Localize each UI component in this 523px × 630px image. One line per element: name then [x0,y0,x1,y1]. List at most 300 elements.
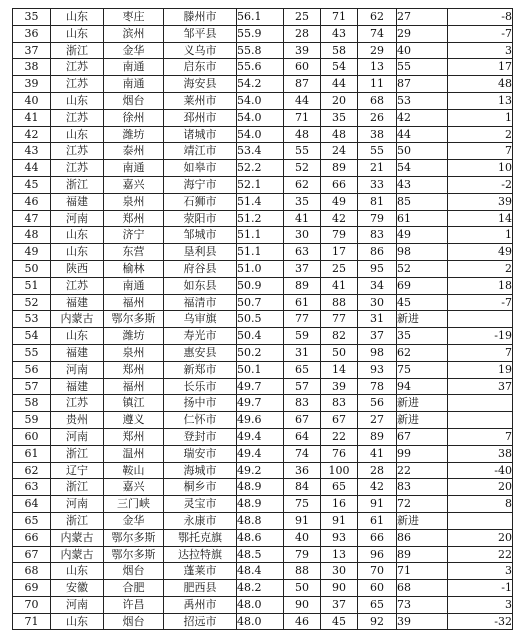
city-cell: 嘉兴 [104,176,164,193]
indicator3-cell: 89 [358,428,397,445]
prev-rank-cell: 62 [397,344,448,361]
prev-rank-cell: 53 [397,92,448,109]
rank-cell: 42 [13,126,51,143]
indicator3-cell: 26 [358,109,397,126]
rank-cell: 65 [13,512,51,529]
city-cell: 滨州 [104,25,164,42]
change-cell: 2 [448,126,513,143]
rank-cell: 44 [13,160,51,177]
province-cell: 江苏 [51,160,104,177]
score-cell: 55.8 [237,42,284,59]
province-cell: 江苏 [51,109,104,126]
table-row [13,546,513,563]
county-cell: 海安县 [164,76,237,93]
indicator2-cell: 79 [321,227,358,244]
table-row [13,445,513,462]
rank-cell: 38 [13,59,51,76]
indicator3-cell: 92 [358,613,397,630]
city-cell: 南通 [104,76,164,93]
change-cell: 38 [448,445,513,462]
province-cell: 江苏 [51,76,104,93]
indicator3-cell: 65 [358,596,397,613]
prev-rank-cell: 94 [397,378,448,395]
county-cell: 永康市 [164,512,237,529]
indicator3-cell: 30 [358,294,397,311]
prev-rank-cell: 40 [397,42,448,59]
change-cell: -19 [448,328,513,345]
change-cell: -40 [448,462,513,479]
indicator2-cell: 82 [321,328,358,345]
province-cell: 山东 [51,227,104,244]
city-cell: 烟台 [104,563,164,580]
indicator1-cell: 44 [284,92,321,109]
province-cell: 山东 [51,9,104,26]
change-cell: 22 [448,546,513,563]
table-row [13,109,513,126]
score-cell: 48.5 [237,546,284,563]
table-row [13,462,513,479]
county-cell: 桐乡市 [164,479,237,496]
county-cell: 邹城市 [164,227,237,244]
score-cell: 51.1 [237,227,284,244]
change-cell: 7 [448,344,513,361]
province-cell: 山东 [51,244,104,261]
city-cell: 南通 [104,160,164,177]
indicator2-cell: 44 [321,76,358,93]
table-row [13,563,513,580]
indicator2-cell: 88 [321,294,358,311]
indicator1-cell: 62 [284,176,321,193]
county-cell: 蓬莱市 [164,563,237,580]
indicator3-cell: 33 [358,176,397,193]
indicator1-cell: 88 [284,563,321,580]
change-cell: 19 [448,361,513,378]
score-cell: 54.2 [237,76,284,93]
province-cell: 浙江 [51,479,104,496]
province-cell: 河南 [51,596,104,613]
indicator2-cell: 100 [321,462,358,479]
indicator2-cell: 93 [321,529,358,546]
city-cell: 镇江 [104,395,164,412]
rank-cell: 51 [13,277,51,294]
city-cell: 济宁 [104,227,164,244]
indicator2-cell: 66 [321,176,358,193]
indicator1-cell: 75 [284,496,321,513]
change-cell: -32 [448,613,513,630]
county-cell: 如皋市 [164,160,237,177]
indicator1-cell: 64 [284,428,321,445]
rank-cell: 66 [13,529,51,546]
indicator1-cell: 35 [284,193,321,210]
table-row [13,613,513,630]
county-cell: 寿光市 [164,328,237,345]
indicator2-cell: 39 [321,378,358,395]
indicator1-cell: 79 [284,546,321,563]
table-row [13,311,513,328]
rank-cell: 69 [13,580,51,597]
indicator2-cell: 71 [321,9,358,26]
indicator3-cell: 56 [358,395,397,412]
county-cell: 垦利县 [164,244,237,261]
prev-rank-cell: 50 [397,143,448,160]
province-cell: 江苏 [51,59,104,76]
indicator1-cell: 60 [284,59,321,76]
indicator1-cell: 89 [284,277,321,294]
indicator1-cell: 77 [284,311,321,328]
table-row [13,42,513,59]
county-cell: 灵宝市 [164,496,237,513]
indicator2-cell: 58 [321,42,358,59]
score-cell: 55.6 [237,59,284,76]
change-cell: 14 [448,210,513,227]
score-cell: 51.0 [237,260,284,277]
city-cell: 榆林 [104,260,164,277]
prev-rank-cell: 87 [397,76,448,93]
rank-cell: 62 [13,462,51,479]
change-cell: 1 [448,227,513,244]
indicator2-cell: 14 [321,361,358,378]
prev-rank-cell: 73 [397,596,448,613]
county-cell: 肥西县 [164,580,237,597]
city-cell: 鄂尔多斯 [104,311,164,328]
prev-rank-cell: 44 [397,126,448,143]
city-cell: 东营 [104,244,164,261]
county-cell: 府谷县 [164,260,237,277]
rank-cell: 45 [13,176,51,193]
change-cell [448,395,513,412]
city-cell: 金华 [104,42,164,59]
indicator1-cell: 83 [284,395,321,412]
province-cell: 河南 [51,210,104,227]
table-row [13,428,513,445]
indicator3-cell: 11 [358,76,397,93]
table-row [13,59,513,76]
score-cell: 49.6 [237,412,284,429]
indicator1-cell: 31 [284,344,321,361]
prev-rank-cell: 39 [397,613,448,630]
indicator3-cell: 55 [358,143,397,160]
indicator2-cell: 24 [321,143,358,160]
change-cell: 1 [448,109,513,126]
rank-cell: 39 [13,76,51,93]
province-cell: 辽宁 [51,462,104,479]
table-row [13,395,513,412]
score-cell: 54.0 [237,109,284,126]
change-cell: 3 [448,563,513,580]
county-cell: 莱州市 [164,92,237,109]
indicator2-cell: 91 [321,512,358,529]
county-cell: 长乐市 [164,378,237,395]
prev-rank-cell: 83 [397,479,448,496]
city-cell: 福州 [104,294,164,311]
indicator1-cell: 50 [284,580,321,597]
indicator1-cell: 63 [284,244,321,261]
score-cell: 56.1 [237,9,284,26]
table-body [13,9,513,630]
province-cell: 内蒙古 [51,546,104,563]
city-cell: 福州 [104,378,164,395]
indicator3-cell: 91 [358,496,397,513]
table-row [13,529,513,546]
rank-cell: 55 [13,344,51,361]
county-cell: 海城市 [164,462,237,479]
province-cell: 山东 [51,563,104,580]
county-ranking-table [12,8,513,630]
rank-cell: 53 [13,311,51,328]
table-row [13,378,513,395]
change-cell: 10 [448,160,513,177]
table-row [13,244,513,261]
province-cell: 山东 [51,92,104,109]
province-cell: 河南 [51,361,104,378]
indicator2-cell: 22 [321,428,358,445]
indicator1-cell: 48 [284,126,321,143]
prev-rank-cell: 新进 [397,311,448,328]
province-cell: 江苏 [51,395,104,412]
table-row [13,193,513,210]
score-cell: 50.2 [237,344,284,361]
city-cell: 遵义 [104,412,164,429]
score-cell: 50.4 [237,328,284,345]
county-cell: 福清市 [164,294,237,311]
change-cell: -7 [448,25,513,42]
indicator3-cell: 34 [358,277,397,294]
rank-cell: 46 [13,193,51,210]
rank-cell: 56 [13,361,51,378]
table-row [13,479,513,496]
rank-cell: 71 [13,613,51,630]
change-cell: -1 [448,580,513,597]
change-cell: 18 [448,277,513,294]
change-cell: 20 [448,479,513,496]
prev-rank-cell: 89 [397,546,448,563]
prev-rank-cell: 29 [397,25,448,42]
province-cell: 安徽 [51,580,104,597]
prev-rank-cell: 新进 [397,395,448,412]
score-cell: 54.0 [237,92,284,109]
rank-cell: 48 [13,227,51,244]
indicator1-cell: 41 [284,210,321,227]
rank-cell: 52 [13,294,51,311]
indicator1-cell: 55 [284,143,321,160]
indicator2-cell: 42 [321,210,358,227]
indicator1-cell: 84 [284,479,321,496]
table-row [13,412,513,429]
table-row [13,277,513,294]
score-cell: 54.0 [237,126,284,143]
rank-cell: 37 [13,42,51,59]
score-cell: 50.5 [237,311,284,328]
indicator3-cell: 61 [358,512,397,529]
county-cell: 瑞安市 [164,445,237,462]
indicator3-cell: 96 [358,546,397,563]
rank-cell: 43 [13,143,51,160]
county-cell: 登封市 [164,428,237,445]
city-cell: 鞍山 [104,462,164,479]
indicator1-cell: 30 [284,227,321,244]
indicator3-cell: 42 [358,479,397,496]
prev-rank-cell: 85 [397,193,448,210]
prev-rank-cell: 71 [397,563,448,580]
indicator2-cell: 25 [321,260,358,277]
rank-cell: 59 [13,412,51,429]
county-cell: 邳州市 [164,109,237,126]
rank-cell: 58 [13,395,51,412]
table-row [13,260,513,277]
indicator2-cell: 20 [321,92,358,109]
change-cell: 3 [448,596,513,613]
indicator3-cell: 37 [358,328,397,345]
indicator3-cell: 68 [358,92,397,109]
province-cell: 山东 [51,328,104,345]
score-cell: 52.2 [237,160,284,177]
table-row [13,25,513,42]
county-cell: 启东市 [164,59,237,76]
indicator3-cell: 74 [358,25,397,42]
score-cell: 51.2 [237,210,284,227]
city-cell: 潍坊 [104,126,164,143]
score-cell: 48.2 [237,580,284,597]
change-cell: 13 [448,92,513,109]
indicator2-cell: 76 [321,445,358,462]
prev-rank-cell: 75 [397,361,448,378]
table-row [13,76,513,93]
indicator3-cell: 38 [358,126,397,143]
rank-cell: 70 [13,596,51,613]
table-row [13,176,513,193]
city-cell: 徐州 [104,109,164,126]
score-cell: 48.8 [237,512,284,529]
table-row [13,294,513,311]
change-cell: 20 [448,529,513,546]
county-cell: 滕州市 [164,9,237,26]
indicator1-cell: 37 [284,260,321,277]
province-cell: 浙江 [51,176,104,193]
city-cell: 嘉兴 [104,479,164,496]
province-cell: 江苏 [51,277,104,294]
prev-rank-cell: 49 [397,227,448,244]
change-cell: 17 [448,59,513,76]
prev-rank-cell: 42 [397,109,448,126]
indicator3-cell: 70 [358,563,397,580]
city-cell: 鄂尔多斯 [104,546,164,563]
indicator2-cell: 89 [321,160,358,177]
indicator1-cell: 57 [284,378,321,395]
score-cell: 49.7 [237,395,284,412]
change-cell: 2 [448,260,513,277]
indicator2-cell: 83 [321,395,358,412]
city-cell: 温州 [104,445,164,462]
indicator1-cell: 40 [284,529,321,546]
indicator3-cell: 60 [358,580,397,597]
rank-cell: 36 [13,25,51,42]
indicator3-cell: 27 [358,412,397,429]
change-cell: 48 [448,76,513,93]
score-cell: 53.4 [237,143,284,160]
city-cell: 潍坊 [104,328,164,345]
rank-cell: 68 [13,563,51,580]
city-cell: 郑州 [104,361,164,378]
change-cell: 37 [448,378,513,395]
city-cell: 烟台 [104,613,164,630]
county-cell: 诸城市 [164,126,237,143]
county-cell: 义乌市 [164,42,237,59]
table-row [13,160,513,177]
rank-cell: 54 [13,328,51,345]
county-cell: 邹平县 [164,25,237,42]
score-cell: 48.0 [237,613,284,630]
rank-cell: 67 [13,546,51,563]
prev-rank-cell: 27 [397,9,448,26]
score-cell: 49.4 [237,445,284,462]
indicator2-cell: 30 [321,563,358,580]
indicator3-cell: 95 [358,260,397,277]
province-cell: 浙江 [51,512,104,529]
prev-rank-cell: 45 [397,294,448,311]
score-cell: 51.1 [237,244,284,261]
table-row [13,210,513,227]
county-cell: 靖江市 [164,143,237,160]
rank-cell: 60 [13,428,51,445]
county-cell: 荥阳市 [164,210,237,227]
table-row [13,92,513,109]
change-cell: 8 [448,496,513,513]
indicator1-cell: 91 [284,512,321,529]
change-cell [448,512,513,529]
indicator3-cell: 86 [358,244,397,261]
county-cell: 海宁市 [164,176,237,193]
county-cell: 仁怀市 [164,412,237,429]
score-cell: 51.4 [237,193,284,210]
indicator1-cell: 90 [284,596,321,613]
indicator2-cell: 49 [321,193,358,210]
change-cell: 39 [448,193,513,210]
indicator2-cell: 54 [321,59,358,76]
change-cell: 49 [448,244,513,261]
table-row [13,328,513,345]
city-cell: 许昌 [104,596,164,613]
change-cell [448,311,513,328]
indicator1-cell: 25 [284,9,321,26]
indicator1-cell: 61 [284,294,321,311]
indicator2-cell: 13 [321,546,358,563]
indicator1-cell: 65 [284,361,321,378]
province-cell: 福建 [51,378,104,395]
county-cell: 禹州市 [164,596,237,613]
prev-rank-cell: 22 [397,462,448,479]
province-cell: 河南 [51,496,104,513]
indicator1-cell: 71 [284,109,321,126]
indicator3-cell: 41 [358,445,397,462]
prev-rank-cell: 新进 [397,412,448,429]
prev-rank-cell: 54 [397,160,448,177]
city-cell: 泰州 [104,143,164,160]
table-row [13,496,513,513]
change-cell: 7 [448,143,513,160]
indicator3-cell: 31 [358,311,397,328]
change-cell [448,412,513,429]
table-row [13,227,513,244]
rank-cell: 57 [13,378,51,395]
indicator1-cell: 87 [284,76,321,93]
score-cell: 49.2 [237,462,284,479]
county-cell: 达拉特旗 [164,546,237,563]
score-cell: 48.0 [237,596,284,613]
city-cell: 泉州 [104,193,164,210]
indicator3-cell: 81 [358,193,397,210]
indicator2-cell: 16 [321,496,358,513]
score-cell: 48.4 [237,563,284,580]
